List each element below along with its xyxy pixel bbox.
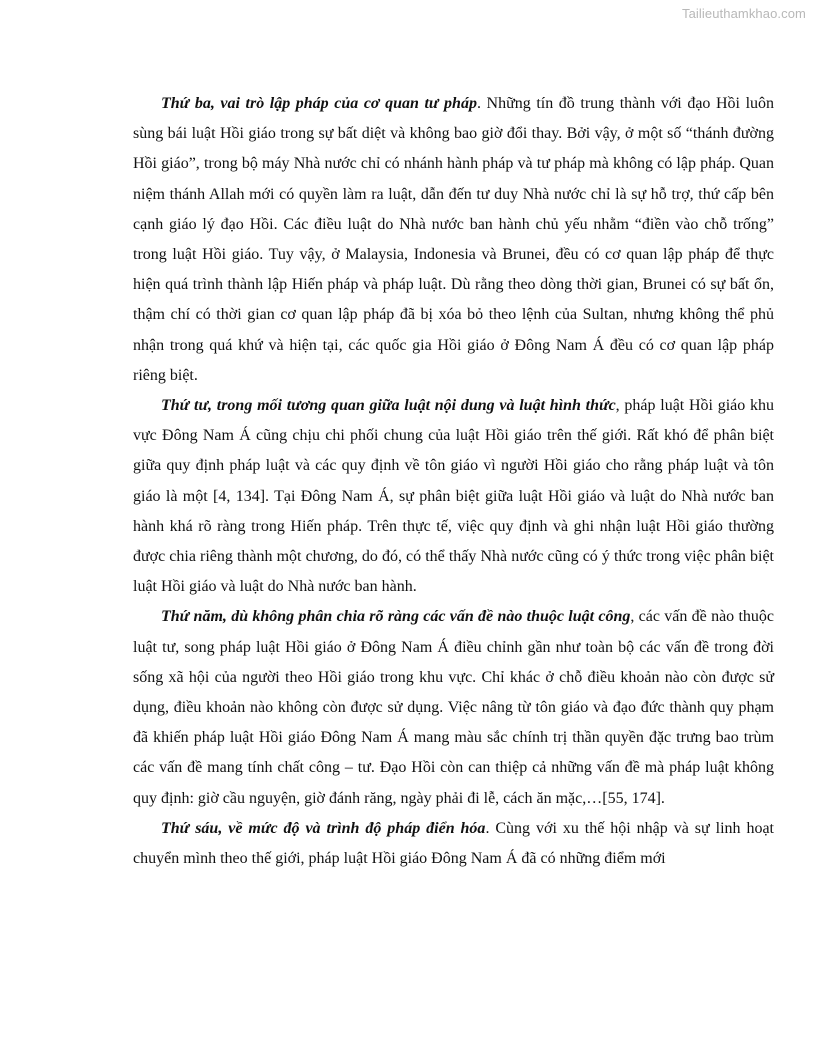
- paragraph-lead: Thứ tư, trong mối tương quan giữa luật nội dung và luật hình thức: [161, 397, 616, 415]
- document-body: [133, 89, 774, 874]
- paragraph: [133, 89, 774, 391]
- paragraph-text: , các vấn đề nào thuộc luật tư, song pháp luật Hồi giáo ở Đông Nam Á điều chỉnh gần như toàn bộ các vấn đề trong đời sống xã hội của người theo Hồi giáo trong khu vực. Chỉ khác ở chỗ điều khoản nào còn được sử dụng, điều khoản nào không còn được sử dụng. Việc nâng từ tôn giáo và đạo đức thành quy phạm đã khiến pháp luật Hồi giáo Đông Nam Á mang màu sắc chính trị thần quyền đặc trưng bao trùm các vấn đề mang tính chất công – tư. Đạo Hồi còn can thiệp cả những vấn đề mà pháp luật không quy định: giờ cầu nguyện, giờ đánh răng, ngày phải đi lễ, cách ăn mặc,…[55, 174].: [133, 608, 775, 807]
- watermark: Tailieuthamkhao.com: [681, 6, 806, 21]
- paragraph: [133, 602, 774, 813]
- paragraph-text: , pháp luật Hồi giáo khu vực Đông Nam Á cũng chịu chi phối chung của luật Hồi giáo trên thế giới. Rất khó để phân biệt giữa quy định pháp luật và các quy định về tôn giáo vì người Hồi giáo cho rằng pháp luật và tôn giáo là một [4, 134]. Tại Đông Nam Á, sự phân biệt giữa luật Hồi giáo và luật do Nhà nước ban hành khá rõ ràng trong Hiến pháp. Trên thực tế, việc quy định và ghi nhận luật Hồi giáo thường được chia riêng thành một chương, do đó, có thể thấy Nhà nước cũng có ý thức trong việc phân biệt luật Hồi giáo và luật do Nhà nước ban hành.: [133, 397, 774, 596]
- paragraph-lead: Thứ năm, dù không phân chia rõ ràng các vấn đề nào thuộc luật công: [161, 608, 631, 626]
- paragraph-text: . Cùng với xu thế hội nhập và sự linh hoạt chuyển mình theo thế giới, pháp luật Hồi giáo Đông Nam Á đã có những điểm mới: [133, 819, 774, 868]
- paragraph: [133, 391, 774, 602]
- paragraph: [133, 814, 774, 874]
- paragraph-lead: Thứ ba, vai trò lập pháp của cơ quan tư pháp: [161, 95, 477, 112]
- paragraph-text: . Những tín đồ trung thành với đạo Hồi luôn sùng bái luật Hồi giáo trong sự bất diệt và không bao giờ đổi thay. Bởi vậy, ở một số “thánh đường Hồi giáo”, trong bộ máy Nhà nước chỉ có nhánh hành pháp và tư pháp mà không có lập pháp. Quan niệm thánh Allah mới có quyền làm ra luật, dẫn đến tư duy Nhà nước chỉ là sự hỗ trợ, thứ cấp bên cạnh giáo lý đạo Hồi. Các điều luật do Nhà nước ban hành chủ yếu nhằm “điền vào chỗ trống” trong luật Hồi giáo. Tuy vậy, ở Malaysia, Indonesia và Brunei, đều có cơ quan lập pháp để thực hiện quá trình thành lập Hiến pháp và pháp luật. Dù rằng theo dòng thời gian, Brunei có sự bất ổn, thậm chí có thời gian cơ quan lập pháp đã bị xóa bỏ theo lệnh của Sultan, nhưng không thể phủ nhận trong quá khứ và hiện tại, các quốc gia Hồi giáo ở Đông Nam Á đều có cơ quan lập pháp riêng biệt.: [133, 95, 775, 384]
- paragraph-lead: Thứ sáu, về mức độ và trình độ pháp điển hóa: [161, 819, 486, 837]
